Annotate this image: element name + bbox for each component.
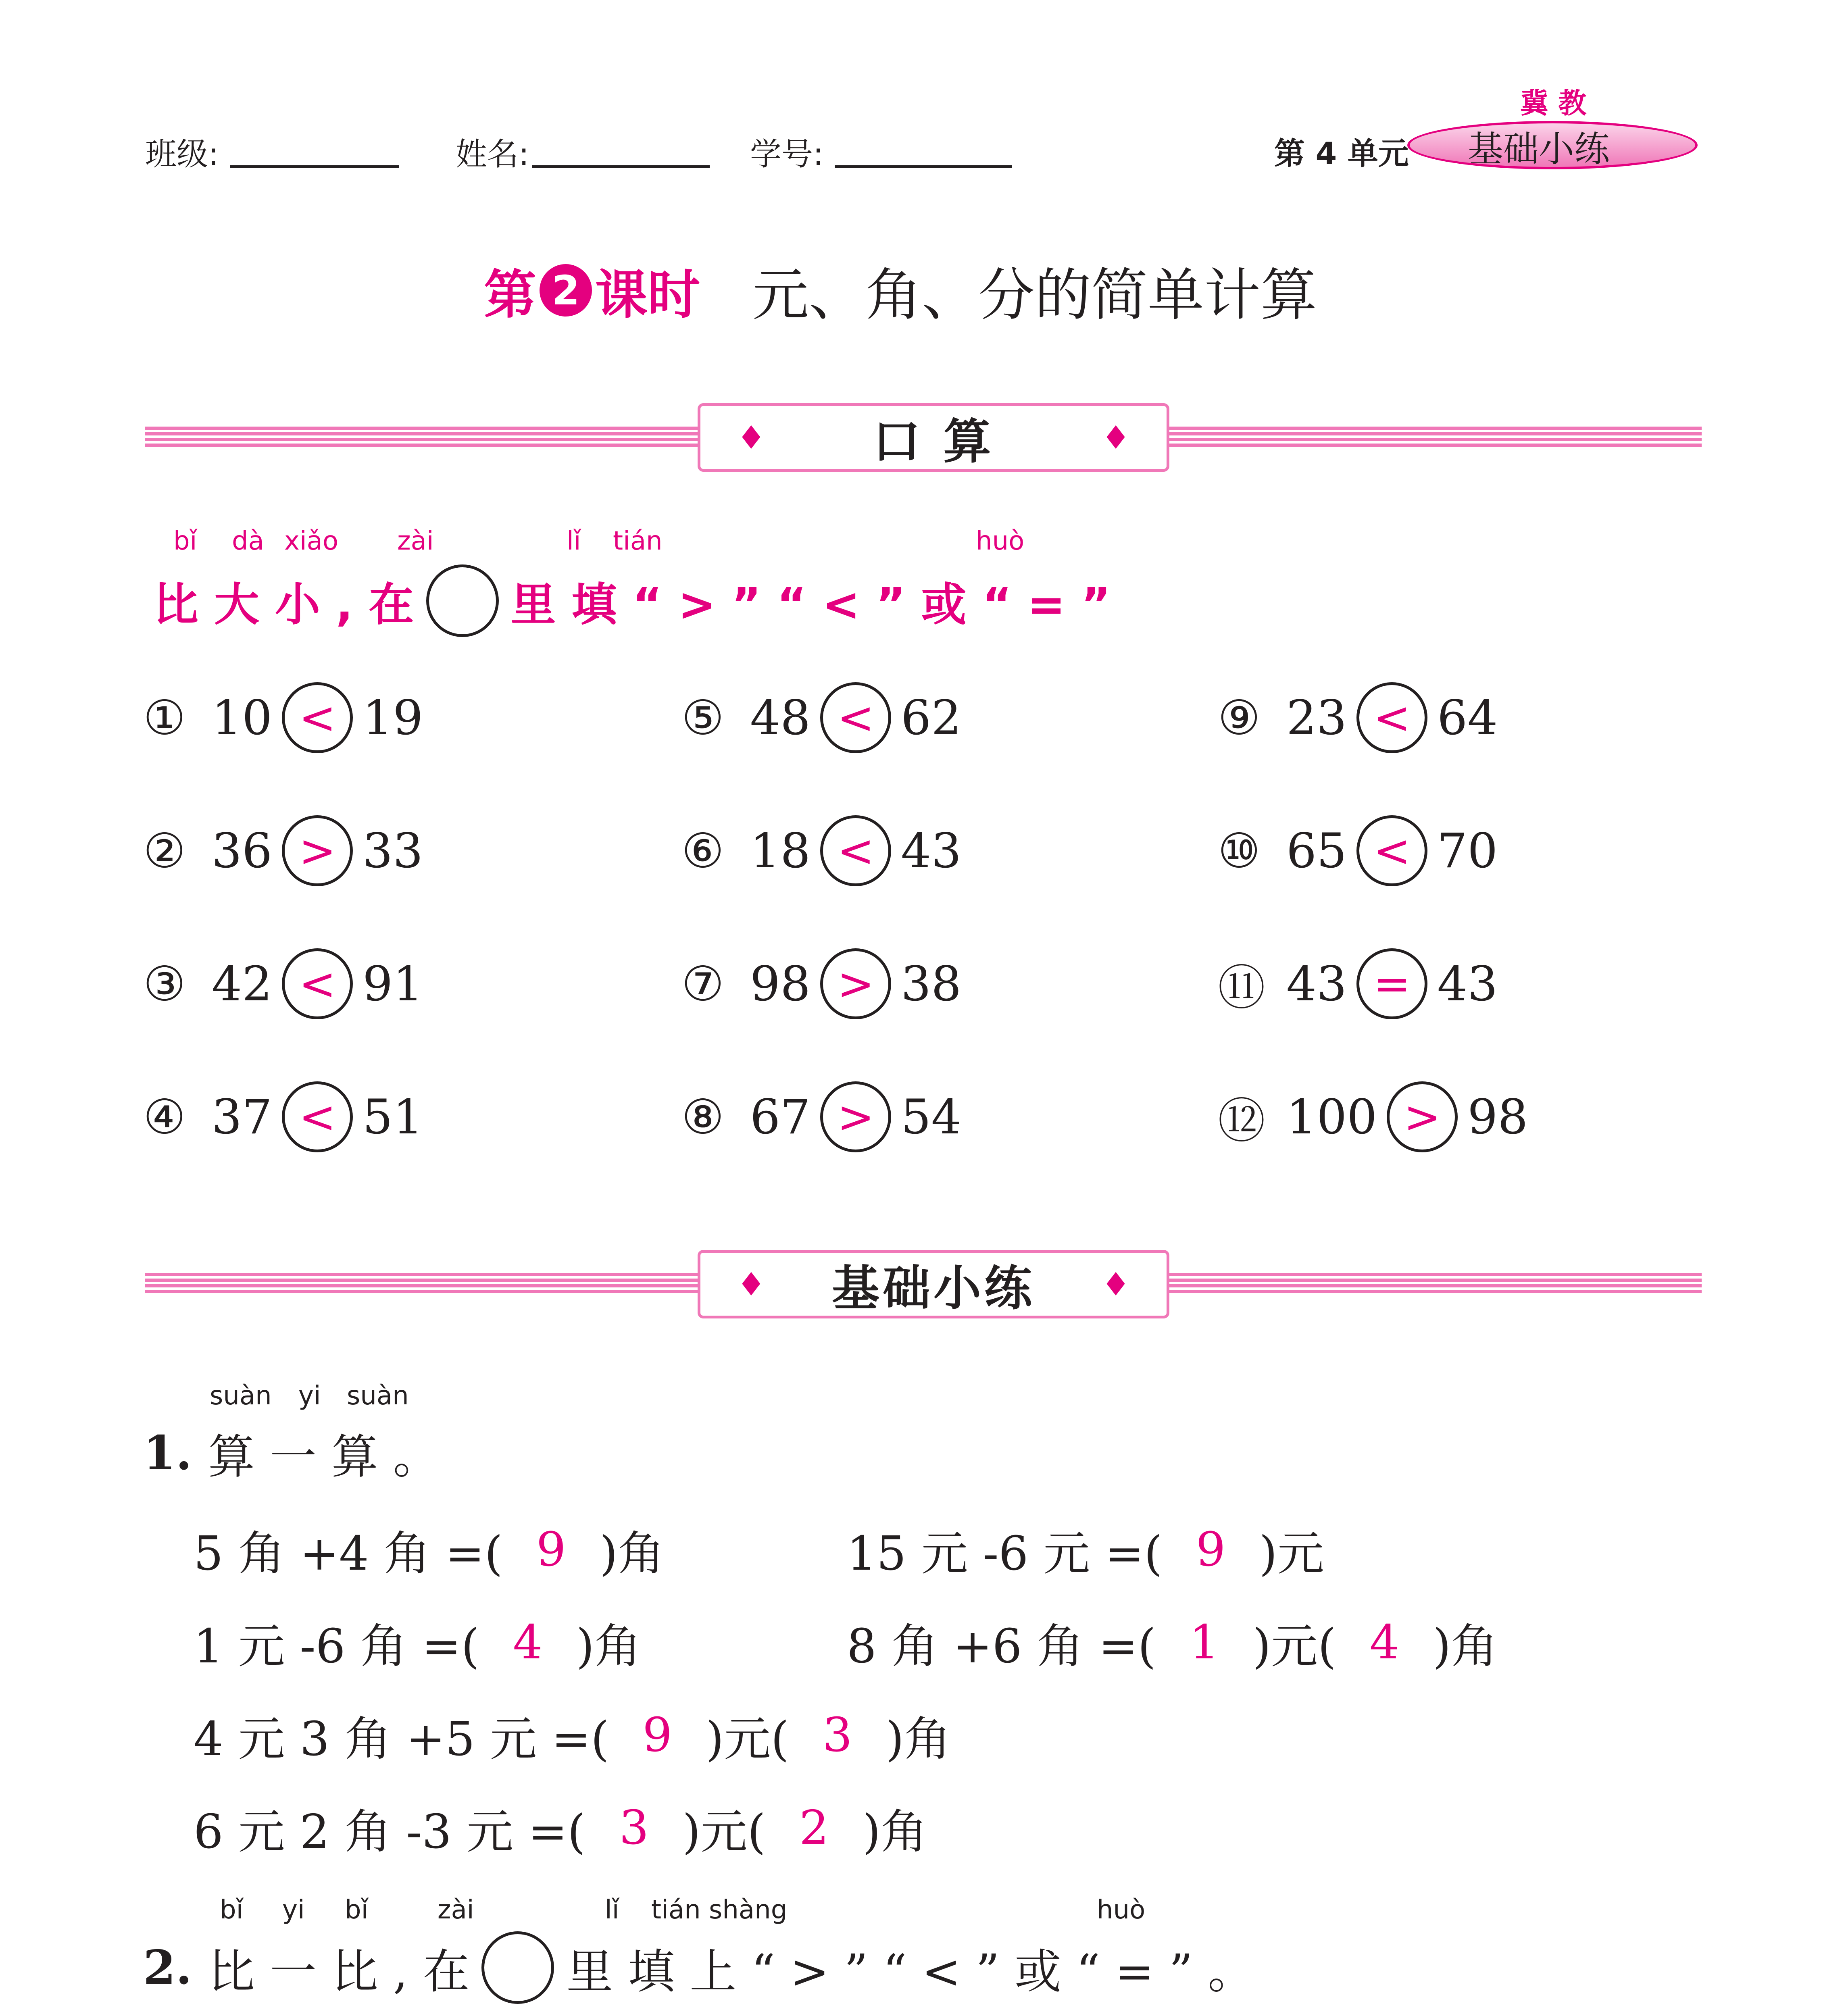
pinyin: suàn	[210, 1381, 272, 1411]
series-top-label: 冀 教	[1520, 87, 1587, 120]
compare-item	[681, 681, 961, 754]
section-banner-oral	[698, 403, 1169, 472]
left-value: 100	[1286, 1089, 1377, 1145]
right-value: 38	[901, 956, 962, 1012]
section-banner-basic	[698, 1250, 1169, 1318]
answer-circle[interactable]: =	[1356, 948, 1427, 1019]
unit: )元(	[1252, 1619, 1336, 1674]
expression: 6 元 2 角 -3 元 =(	[194, 1805, 586, 1859]
pinyin: bǐ	[173, 526, 197, 556]
answer-circle[interactable]: >	[282, 815, 353, 886]
right-value: 51	[363, 1089, 423, 1145]
compare-item	[143, 948, 423, 1020]
question-2-heading	[143, 1931, 1254, 2004]
compare-item	[143, 814, 423, 887]
question-title: 里 填 上 “ > ” “ < ” 或 “ = ” 。	[566, 1944, 1255, 1999]
pinyin: bǐ	[220, 1895, 244, 1925]
unit: )元(	[682, 1805, 766, 1859]
class-field[interactable]	[230, 165, 399, 168]
lesson-suffix: 课时	[595, 264, 700, 325]
equation-line	[194, 1609, 641, 1676]
answer-circle[interactable]: <	[820, 682, 891, 753]
equation-line	[194, 1516, 665, 1583]
pinyin: huò	[976, 526, 1025, 556]
answer-circle[interactable]: >	[820, 948, 891, 1019]
equation-line	[847, 1516, 1324, 1583]
name-field[interactable]	[532, 165, 710, 168]
unit: )元	[1259, 1527, 1324, 1581]
diamond-icon: ♦	[1101, 419, 1130, 456]
answer-blank[interactable]: 9	[536, 1522, 566, 1577]
right-value: 91	[363, 956, 423, 1012]
unit: )角	[599, 1527, 665, 1581]
pinyin: tián shàng	[651, 1895, 788, 1925]
right-value: 70	[1437, 823, 1498, 879]
left-value: 10	[212, 690, 273, 746]
pinyin: suàn	[347, 1381, 409, 1411]
answer-blank[interactable]: 3	[619, 1801, 649, 1855]
pinyin: dà	[232, 526, 264, 556]
item-number: ⑥	[681, 823, 724, 879]
right-value: 98	[1467, 1089, 1528, 1145]
item-number: ⑨	[1218, 690, 1261, 746]
left-value: 36	[212, 823, 273, 879]
pinyin: xiǎo	[284, 526, 339, 556]
question-number-dot: .	[175, 1425, 192, 1481]
instruction-text: 比 大 小 , 在	[153, 578, 414, 631]
left-value: 48	[750, 690, 811, 746]
pinyin: lǐ	[605, 1895, 619, 1925]
diamond-icon: ♦	[737, 419, 766, 456]
item-number: ⑧	[681, 1089, 724, 1145]
answer-blank[interactable]: 2	[799, 1801, 829, 1855]
blank-circle-icon	[426, 564, 499, 637]
expression: 4 元 3 角 +5 元 =(	[194, 1712, 609, 1766]
pinyin: yi	[282, 1895, 305, 1925]
compare-item	[1218, 1081, 1528, 1153]
blank-circle-icon	[481, 1931, 554, 2004]
right-value: 19	[363, 690, 423, 746]
answer-blank[interactable]: 4	[513, 1615, 543, 1670]
oral-instruction	[153, 564, 1111, 637]
student-id-label: 学号:	[750, 136, 824, 173]
class-label: 班级:	[145, 136, 219, 173]
compare-item	[681, 814, 961, 887]
answer-blank[interactable]: 1	[1189, 1615, 1219, 1670]
pinyin: tián	[613, 526, 663, 556]
series-name-label: 基础小练	[1468, 128, 1610, 170]
question-1-heading	[143, 1419, 440, 1487]
left-value: 65	[1286, 823, 1347, 879]
expression: 15 元 -6 元 =(	[847, 1527, 1163, 1581]
left-value: 67	[750, 1089, 811, 1145]
item-number: ⑫	[1218, 1093, 1266, 1149]
right-value: 54	[901, 1089, 962, 1145]
equation-line	[194, 1702, 951, 1769]
compare-item	[1218, 814, 1498, 887]
compare-item	[681, 948, 961, 1020]
item-number: ④	[143, 1089, 186, 1145]
item-number: ⑦	[681, 956, 724, 1012]
lesson-prefix: 第	[484, 264, 537, 325]
question-number: 2	[143, 1940, 176, 1995]
answer-blank[interactable]: 3	[822, 1708, 852, 1762]
item-number: ⑪	[1218, 960, 1266, 1016]
unit: )元(	[706, 1712, 789, 1766]
unit-label: 第 4 单元	[1274, 135, 1409, 171]
compare-item	[1218, 948, 1498, 1020]
equation-line	[847, 1609, 1498, 1676]
pinyin: zài	[397, 526, 434, 556]
unit: )角	[862, 1805, 928, 1859]
pinyin: bǐ	[345, 1895, 369, 1925]
left-value: 43	[1286, 956, 1347, 1012]
section-title-basic: 基础小练	[831, 1260, 1035, 1316]
student-id-field[interactable]	[835, 165, 1012, 168]
unit: )角	[885, 1712, 951, 1766]
pinyin: huò	[1097, 1895, 1146, 1925]
lesson-topic: 元、角、分的简单计算	[752, 262, 1317, 328]
left-value: 42	[212, 956, 273, 1012]
pinyin: yi	[298, 1381, 321, 1411]
left-value: 23	[1286, 690, 1347, 746]
question-number: 1	[143, 1425, 176, 1481]
pinyin: lǐ	[567, 526, 581, 556]
item-number: ⑤	[681, 690, 724, 746]
answer-circle[interactable]: <	[820, 815, 891, 886]
right-value: 62	[901, 690, 962, 746]
section-title-oral: 口 算	[873, 414, 994, 469]
item-number: ⑩	[1218, 823, 1261, 879]
expression: 8 角 +6 角 =(	[847, 1619, 1156, 1674]
equation-line	[194, 1794, 927, 1862]
left-value: 37	[212, 1089, 273, 1145]
answer-circle[interactable]: >	[820, 1081, 891, 1152]
answer-circle[interactable]: <	[1356, 682, 1427, 753]
expression: 1 元 -6 角 =(	[194, 1619, 479, 1674]
answer-circle[interactable]: <	[282, 682, 353, 753]
diamond-icon: ♦	[1101, 1265, 1130, 1303]
compare-item	[681, 1081, 961, 1153]
right-value: 43	[901, 823, 962, 879]
answer-blank[interactable]: 9	[642, 1708, 673, 1762]
series-logo	[1407, 81, 1702, 177]
left-value: 18	[750, 823, 811, 879]
expression: 5 角 +4 角 =(	[194, 1527, 503, 1581]
left-value: 98	[750, 956, 811, 1012]
answer-circle[interactable]: <	[1356, 815, 1427, 886]
unit: )角	[1433, 1619, 1498, 1674]
compare-item	[143, 1081, 423, 1153]
compare-item	[1218, 681, 1498, 754]
instruction-text: 里 填 “ > ” “ < ” 或 “ = ”	[510, 578, 1111, 631]
answer-blank[interactable]: 4	[1369, 1615, 1400, 1670]
diamond-icon: ♦	[737, 1265, 766, 1303]
answer-circle[interactable]: <	[282, 1081, 353, 1152]
answer-blank[interactable]: 9	[1196, 1522, 1226, 1577]
question-number-dot: .	[175, 1940, 192, 1995]
right-value: 43	[1437, 956, 1498, 1012]
answer-circle[interactable]: <	[282, 948, 353, 1019]
unit: )角	[576, 1619, 642, 1674]
pinyin: zài	[438, 1895, 474, 1925]
compare-item	[143, 681, 423, 754]
item-number: ③	[143, 956, 186, 1012]
answer-circle[interactable]: >	[1387, 1081, 1458, 1152]
question-title: 比 一 比 , 在	[208, 1944, 470, 1999]
lesson-number-badge: 2	[540, 264, 592, 317]
right-value: 33	[363, 823, 423, 879]
item-number: ①	[143, 690, 186, 746]
lesson-title	[484, 250, 1317, 331]
item-number: ②	[143, 823, 186, 879]
right-value: 64	[1437, 690, 1498, 746]
name-label: 姓名:	[456, 136, 529, 173]
question-title: 算 一 算 。	[208, 1430, 440, 1484]
